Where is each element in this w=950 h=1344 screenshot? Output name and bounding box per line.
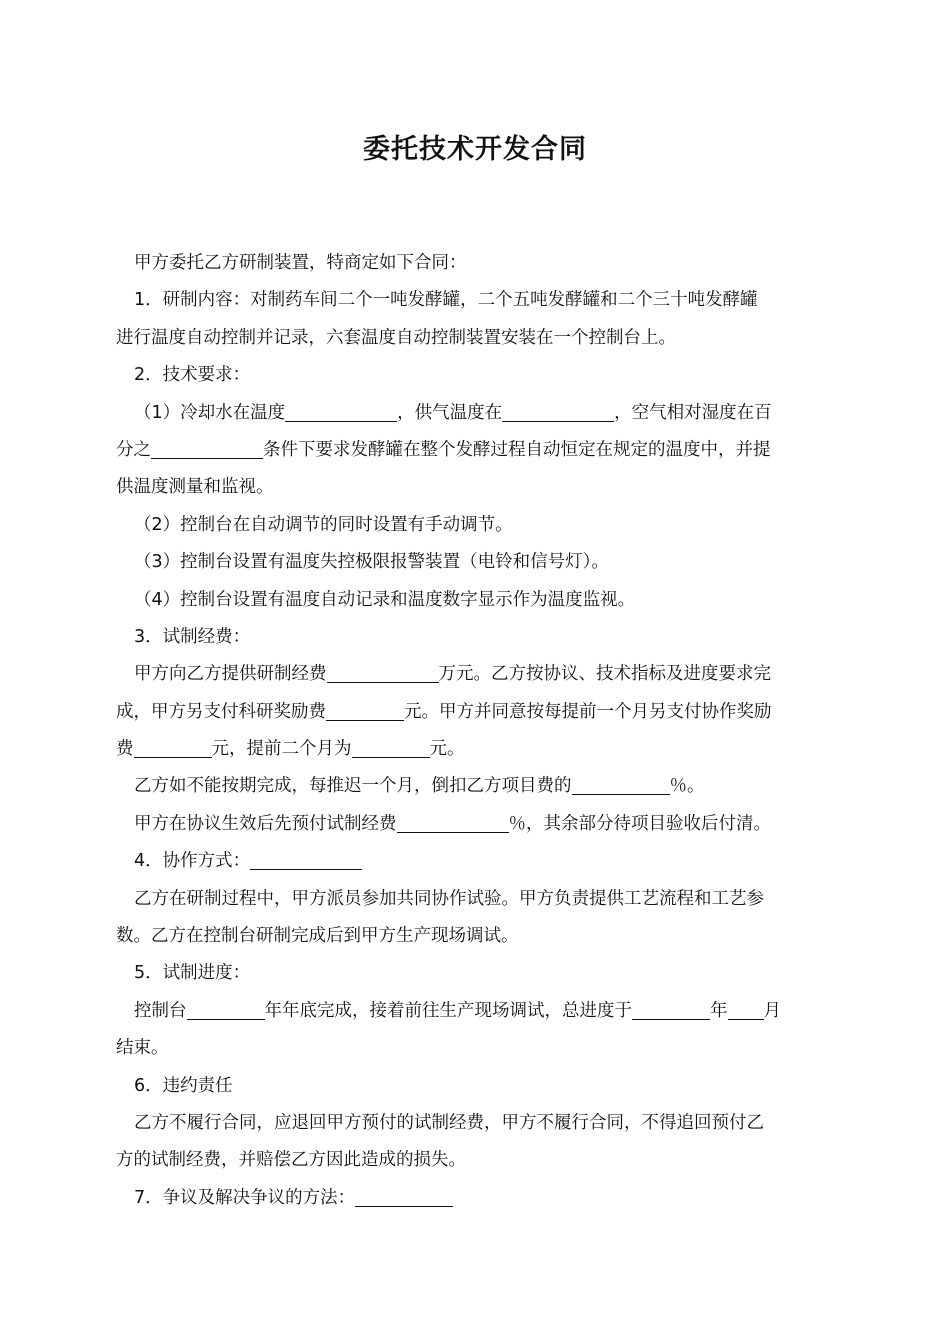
prepayment-line	[116, 806, 840, 843]
cooperation-text: 数。乙方在控制台研制完成后到甲方生产现场调试。	[116, 926, 519, 947]
blank-humidity	[151, 438, 263, 459]
funding-text: 甲方在协议生效后先预付试制经费	[134, 813, 397, 834]
liability-text: 方的试制经费，并赔偿乙方因此造成的损失。	[116, 1150, 466, 1171]
liability-line-1	[116, 1105, 840, 1142]
funding-text: 元。甲方并同意按每提前一个月另支付协作奖励	[404, 701, 772, 722]
requirement-text: 供温度测量和监视。	[116, 477, 274, 498]
blank-air-supply-temp	[502, 401, 614, 422]
funding-line-1	[116, 656, 840, 693]
requirement-text: （3）控制台设置有温度失控极限报警装置（电铃和信号灯）。	[134, 552, 609, 573]
section-7-heading	[116, 1180, 840, 1217]
blank-research-bonus	[326, 700, 404, 721]
section-1-line-2	[116, 320, 840, 357]
blank-cooling-water-temp	[285, 401, 397, 422]
requirement-1-line-2	[116, 432, 840, 469]
blank-penalty-percent	[572, 774, 670, 795]
penalty-line	[116, 768, 840, 805]
funding-text: 元。	[429, 739, 465, 760]
requirement-3	[116, 544, 840, 581]
blank-two-month-bonus	[352, 737, 430, 758]
requirement-text: 分之	[116, 439, 151, 460]
progress-text: 结束。	[116, 1038, 169, 1059]
liability-text: 乙方不履行合同，应退回甲方预付的试制经费，甲方不履行合同，不得追回预付乙	[134, 1112, 764, 1133]
funding-text: 成，甲方另支付科研奖励费	[116, 701, 326, 722]
blank-dispute-method	[355, 1186, 453, 1207]
requirement-text: （1）冷却水在温度	[134, 402, 286, 423]
funding-text: 万元。乙方按协议、技术指标及进度要求完	[438, 664, 771, 685]
funding-text: 元，提前二个月为	[211, 739, 352, 760]
requirement-1-line-3	[116, 469, 840, 506]
requirement-text: （2）控制台在自动调节的同时设置有手动调节。	[134, 514, 513, 535]
blank-final-month	[728, 999, 764, 1020]
progress-text: 年年底完成，接着前往生产现场调试，总进度于	[264, 1000, 632, 1021]
intro-text: 甲方委托乙方研制装置，特商定如下合同：	[134, 253, 467, 273]
funding-line-2	[116, 694, 840, 731]
funding-text: 费	[116, 739, 134, 760]
blank-completion-year	[187, 999, 265, 1020]
section-6-heading	[116, 1068, 840, 1105]
section-5-heading	[116, 955, 840, 992]
requirement-text: ，供气温度在	[397, 402, 503, 423]
requirement-text: ，空气相对湿度在百	[614, 402, 772, 423]
section-heading: 5．试制进度：	[134, 963, 251, 984]
progress-text: 月	[763, 1000, 781, 1021]
section-1-text: 1．研制内容：对制药车间二个一吨发酵罐，二个五吨发酵罐和二个三十吨发酵罐	[134, 290, 758, 311]
funding-text: ％。	[669, 776, 705, 797]
intro-line	[116, 245, 840, 282]
section-1-text: 进行温度自动控制并记录，六套温度自动控制装置安装在一个控制台上。	[116, 327, 676, 348]
progress-text: 控制台	[134, 1000, 187, 1021]
blank-prepayment-percent	[397, 812, 509, 833]
contract-body	[116, 245, 840, 1217]
progress-text: 年	[710, 1000, 728, 1021]
blank-research-funding	[327, 662, 439, 683]
document-title: 委托技术开发合同	[363, 134, 587, 165]
section-heading: 6．违约责任	[134, 1075, 233, 1096]
requirement-2	[116, 507, 840, 544]
liability-line-2	[116, 1142, 840, 1179]
cooperation-line-1	[116, 881, 840, 918]
funding-text: 甲方向乙方提供研制经费	[134, 664, 327, 685]
funding-line-3	[116, 731, 840, 768]
requirement-1-line-1	[116, 395, 840, 432]
section-heading: 2．技术要求：	[134, 365, 251, 386]
section-heading: 3．试制经费：	[134, 626, 251, 647]
section-1-line-1	[116, 282, 840, 319]
section-heading: 4．协作方式：	[134, 851, 251, 872]
cooperation-line-2	[116, 918, 840, 955]
section-3-heading	[116, 619, 840, 656]
section-heading: 7．争议及解决争议的方法：	[134, 1187, 356, 1208]
requirement-text: 条件下要求发酵罐在整个发酵过程自动恒定在规定的温度中，并提	[263, 439, 771, 460]
blank-one-month-bonus	[134, 737, 212, 758]
section-2-heading	[116, 357, 840, 394]
progress-line-2	[116, 1030, 840, 1067]
requirement-text: （4）控制台设置有温度自动记录和温度数字显示作为温度监视。	[134, 589, 636, 610]
progress-line-1	[116, 993, 840, 1030]
requirement-4	[116, 582, 840, 619]
section-4-heading	[116, 843, 840, 880]
blank-cooperation-method	[250, 849, 362, 870]
blank-final-year	[632, 999, 710, 1020]
cooperation-text: 乙方在研制过程中，甲方派员参加共同协作试验。甲方负责提供工艺流程和工艺参	[134, 888, 764, 909]
funding-text: ％，其余部分待项目验收后付清。	[508, 813, 771, 834]
funding-text: 乙方如不能按期完成，每推迟一个月，倒扣乙方项目费的	[134, 776, 572, 797]
